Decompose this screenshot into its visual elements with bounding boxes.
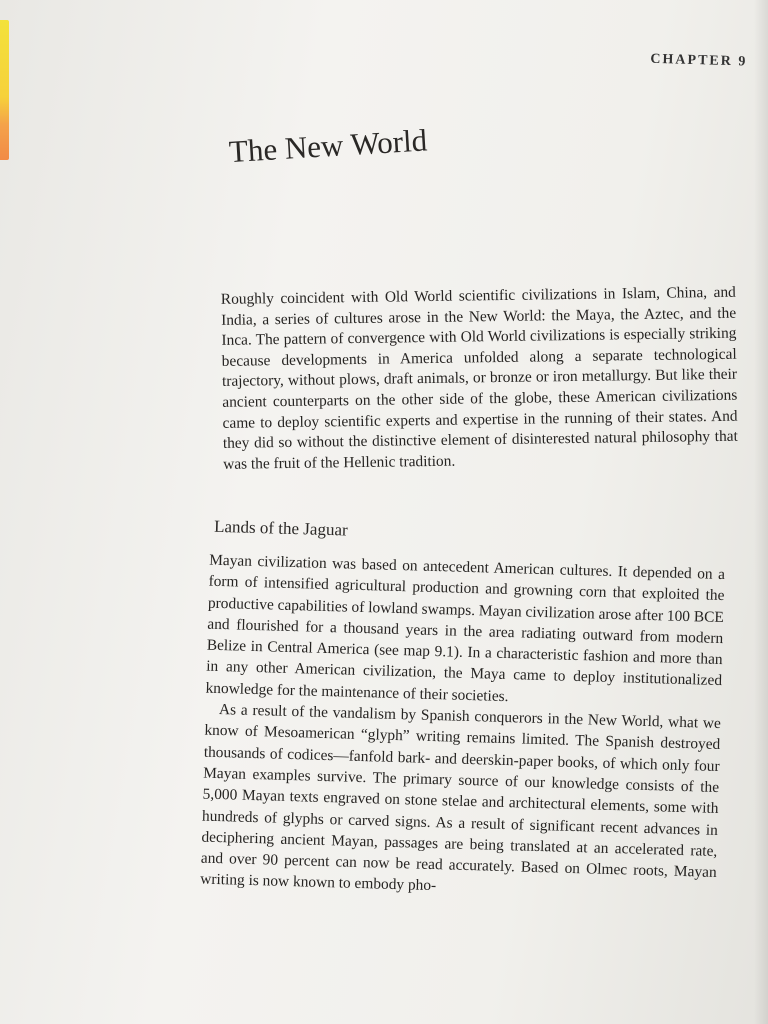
chapter-title: The New World (227, 122, 429, 170)
chapter-label: CHAPTER 9 (650, 51, 748, 70)
section-body (200, 550, 725, 905)
body-paragraph: As a result of the vandalism by Spanish conquerors in the New World, what we know of Mesoamerican “glyph” writing remains limited. The Spanish destroyed thousands of codices—fanfold bark- and deerskin-paper books, of which only four Mayan examples survive. The primary source of our knowledge consists of the 5,000 Mayan texts engraved on stone stelae and architectural elements, some with hundreds of glyphs or carved signs. As a result of significant recent advances in deciphering ancient Mayan, passages are being translated at an accelerated rate, and over 90 percent can now be read accurately. Based on Olmec roots, Mayan writing is now known to embody pho- (200, 701, 722, 895)
body-paragraph: Mayan civilization was based on antecedent American cultures. It depended on a form of intensified agricultural production and growning corn that exploited the productive capabilities of lowland swamps. Mayan civilization arose after 100 BCE and flourished for a thousand years in the area radiating outward from modern Belize in Central America (see map 9.1). In a characteristic fashion and more than in any other American civilization, the Maya came to deploy institutionalized knowledge for the maintenance of their societies. (205, 551, 726, 705)
intro-paragraph: Roughly coincident with Old World scientific civilizations in Islam, China, and India, a series of cultures arose in the New World: the Maya, the Aztec, and the Inca. The pattern of convergence with Old World civilizations is especially striking because developments in America unfolded along a separate technological trajectory, without plows, draft animals, or bronze or iron metallurgy. But like their ancient counterparts on the other side of the globe, these American civilizations came to deploy scientific experts and expertise in the running of their states. And they did so without the distinctive element of disinterested natural philosophy that was the fruit of the Hellenic tradition. (220, 283, 738, 473)
page-content (200, 30, 748, 895)
page-edge-shadow (754, 0, 768, 1024)
sticky-note-tab (0, 20, 9, 160)
section-heading: Lands of the Jaguar (213, 516, 348, 540)
